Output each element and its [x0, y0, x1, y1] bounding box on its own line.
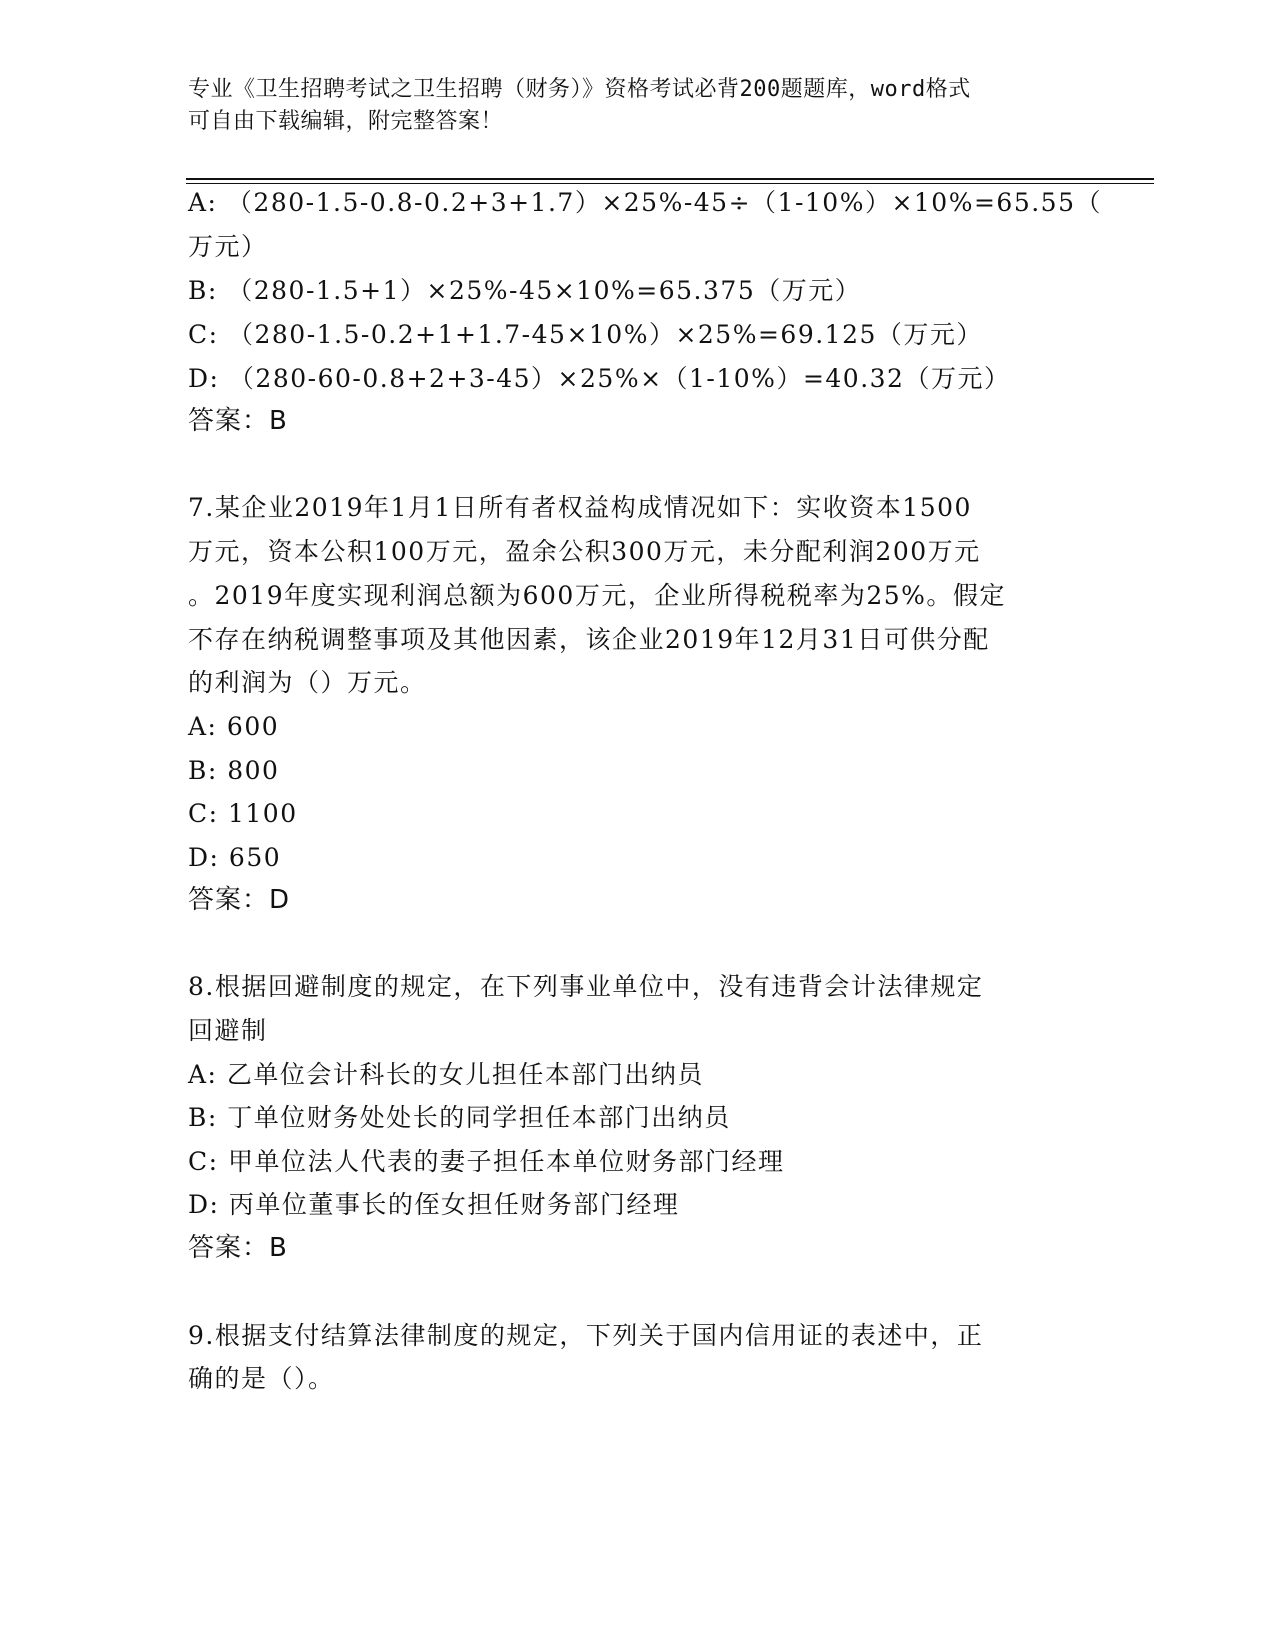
- q7-stem-line-2: 万元，资本公积100万元，盈余公积300万元，未分配利润200万元: [188, 537, 981, 566]
- q6-option-a-line-1: A: （280-1.5-0.8-0.2+3+1.7）×25%-45÷（1-10%）×10%=65.55（: [188, 188, 1102, 217]
- header-line-1: 专业《卫生招聘考试之卫生招聘（财务）》资格考试必背200题题库，word格式: [188, 77, 971, 102]
- q6-option-d: D: （280-60-0.8+2+3-45）×25%×（1-10%）=40.32（万元）: [188, 364, 1011, 393]
- q7-option-c: C: 1100: [188, 799, 298, 828]
- q8-option-a: A: 乙单位会计科长的女儿担任本部门出纳员: [188, 1060, 704, 1089]
- q8-stem-line-2: 回避制: [188, 1016, 268, 1045]
- q6-option-a-line-2: 万元）: [188, 232, 268, 261]
- q7-option-d: D: 650: [188, 843, 282, 872]
- q8-stem-line-1: 8.根据回避制度的规定，在下列事业单位中，没有违背会计法律规定: [188, 972, 984, 1001]
- document-header: [188, 74, 1088, 138]
- q7-option-b: B: 800: [188, 756, 280, 785]
- q7-answer: 答案：D: [188, 885, 291, 915]
- q7-stem-line-3: 。2019年度实现利润总额为600万元，企业所得税税率为25%。假定: [188, 581, 1006, 610]
- q7-option-a: A: 600: [188, 712, 280, 741]
- q6-option-b: B: （280-1.5+1）×25%-45×10%=65.375（万元）: [188, 276, 862, 305]
- q8-option-b: B: 丁单位财务处处长的同学担任本部门出纳员: [188, 1103, 731, 1132]
- header-rule-thin: [186, 183, 1154, 184]
- q7-stem-line-5: 的利润为（）万元。: [188, 668, 427, 697]
- header-rule-thick: [186, 178, 1154, 180]
- q7-stem-line-1: 7.某企业2019年1月1日所有者权益构成情况如下：实收资本1500: [188, 493, 972, 522]
- q8-option-c: C: 甲单位法人代表的妻子担任本单位财务部门经理: [188, 1147, 785, 1176]
- q9-stem-line-2: 确的是（）。: [188, 1364, 335, 1393]
- q8-option-d: D: 丙单位董事长的侄女担任财务部门经理: [188, 1190, 680, 1219]
- q7-stem-line-4: 不存在纳税调整事项及其他因素，该企业2019年12月31日可供分配: [188, 625, 990, 654]
- q9-stem-line-1: 9.根据支付结算法律制度的规定，下列关于国内信用证的表述中，正: [188, 1321, 984, 1350]
- q6-option-c: C: （280-1.5-0.2+1+1.7-45×10%）×25%=69.125（万元）: [188, 320, 983, 349]
- q8-answer: 答案：B: [188, 1233, 288, 1263]
- q6-answer: 答案：B: [188, 406, 288, 436]
- header-line-2: 可自由下载编辑，附完整答案！: [188, 109, 504, 134]
